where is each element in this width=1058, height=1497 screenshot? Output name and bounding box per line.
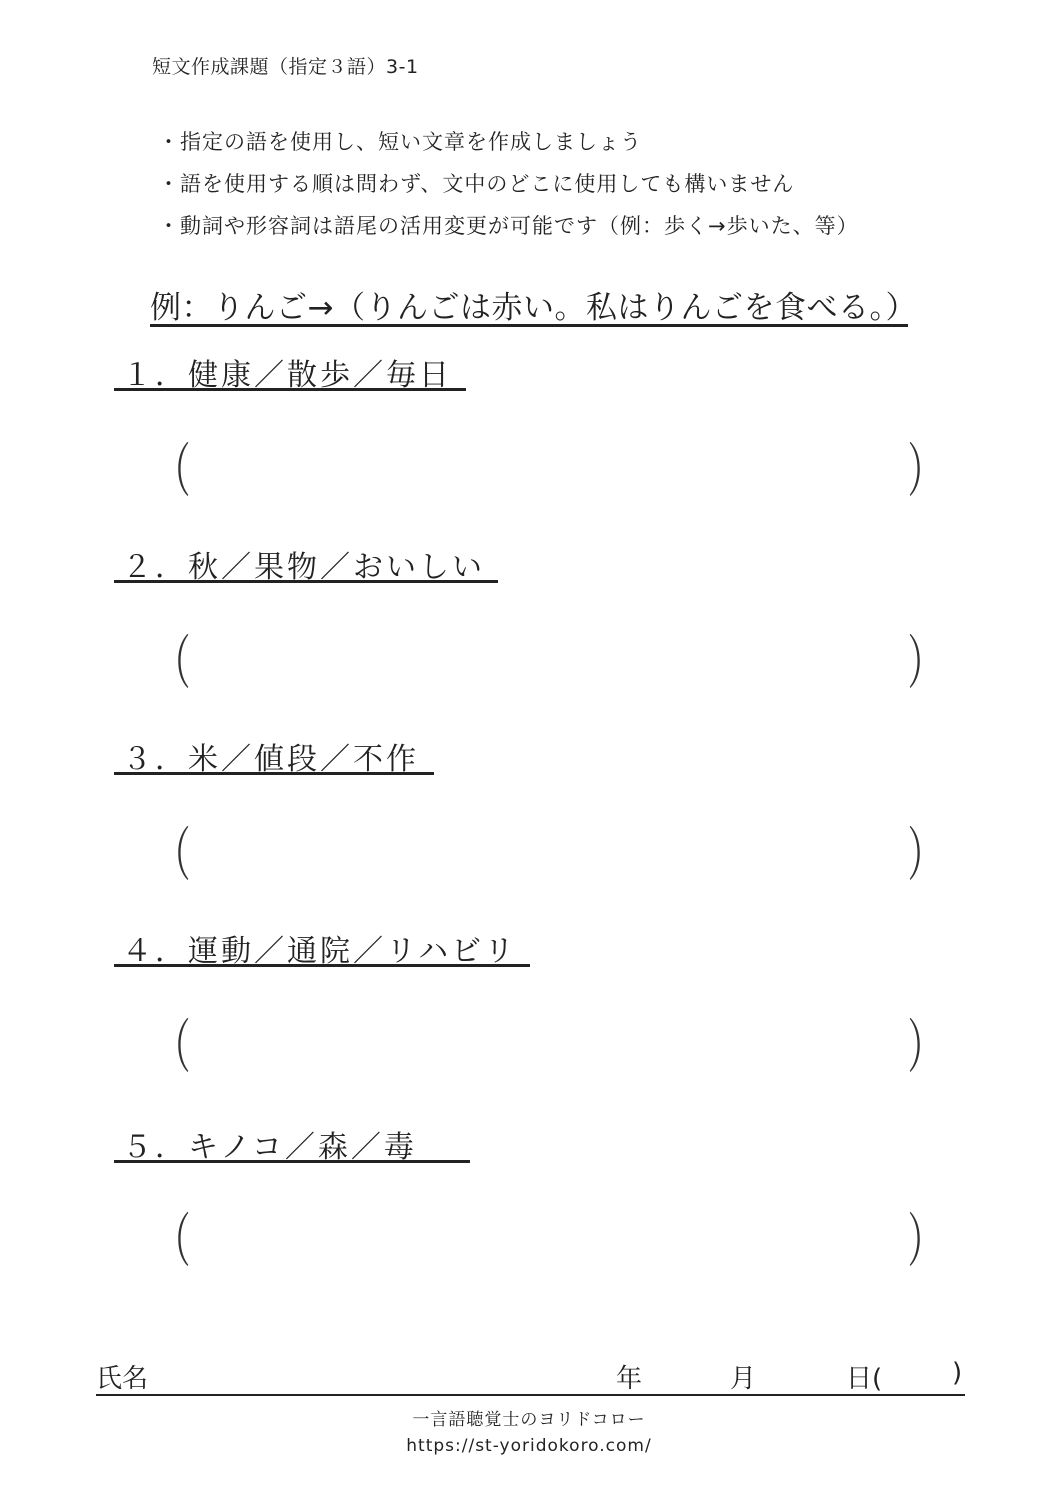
answer-open-paren: （: [155, 629, 191, 697]
answer-close-paren: ）: [907, 821, 943, 889]
prompt-2: [114, 542, 498, 583]
instruction-item: ・動詞や形容詞は語尾の活用変更が可能です（例：歩く→歩いた、等）: [158, 214, 859, 238]
prompt-number: ５．: [122, 1130, 188, 1165]
footer-url[interactable]: https://st-yoridokoro.com/: [406, 1436, 652, 1456]
prompt-number: ３．: [122, 742, 188, 777]
prompt-number: ４．: [122, 934, 188, 969]
answer-close-paren: ）: [907, 1013, 943, 1081]
signature-row: [96, 1356, 965, 1396]
month-label: 月: [730, 1364, 757, 1394]
answer-close-paren: ）: [907, 1207, 943, 1275]
instruction-item: ・語を使用する順は問わず、文中のどこに使用しても構いません: [158, 172, 795, 196]
prompt-number: ２．: [122, 550, 188, 585]
year-label: 年: [616, 1364, 643, 1394]
footer-brand: 一言語聴覚士のヨリドコロー: [412, 1410, 646, 1430]
prompt-3: [114, 734, 434, 775]
prompt-words: キノコ／森／毒: [188, 1130, 417, 1165]
prompt-words: 運動／通院／リハビリ: [188, 934, 518, 969]
answer-open-paren: （: [155, 437, 191, 505]
answer-open-paren: （: [155, 1207, 191, 1275]
day-label: 日(: [846, 1364, 883, 1394]
prompt-1: [114, 350, 466, 391]
answer-open-paren: （: [155, 1013, 191, 1081]
example-sentence: 例：りんご→（りんごは赤い。私はりんごを食べる。）: [150, 282, 908, 327]
prompt-4: [114, 926, 530, 967]
day-close-paren: ): [952, 1358, 963, 1388]
prompt-words: 健康／散歩／毎日: [188, 358, 452, 393]
prompt-words: 米／値段／不作: [188, 742, 419, 777]
instructions-list: [158, 121, 859, 247]
answer-close-paren: ）: [907, 437, 943, 505]
answer-open-paren: （: [155, 821, 191, 889]
instruction-item: ・指定の語を使用し、短い文章を作成しましょう: [158, 130, 642, 154]
prompt-words: 秋／果物／おいしい: [188, 550, 485, 585]
worksheet-title: 短文作成課題（指定３語）3-1: [152, 56, 419, 78]
name-label: 氏名: [96, 1364, 149, 1394]
prompt-number: １．: [122, 358, 188, 393]
answer-close-paren: ）: [907, 629, 943, 697]
prompt-5: [114, 1122, 470, 1163]
